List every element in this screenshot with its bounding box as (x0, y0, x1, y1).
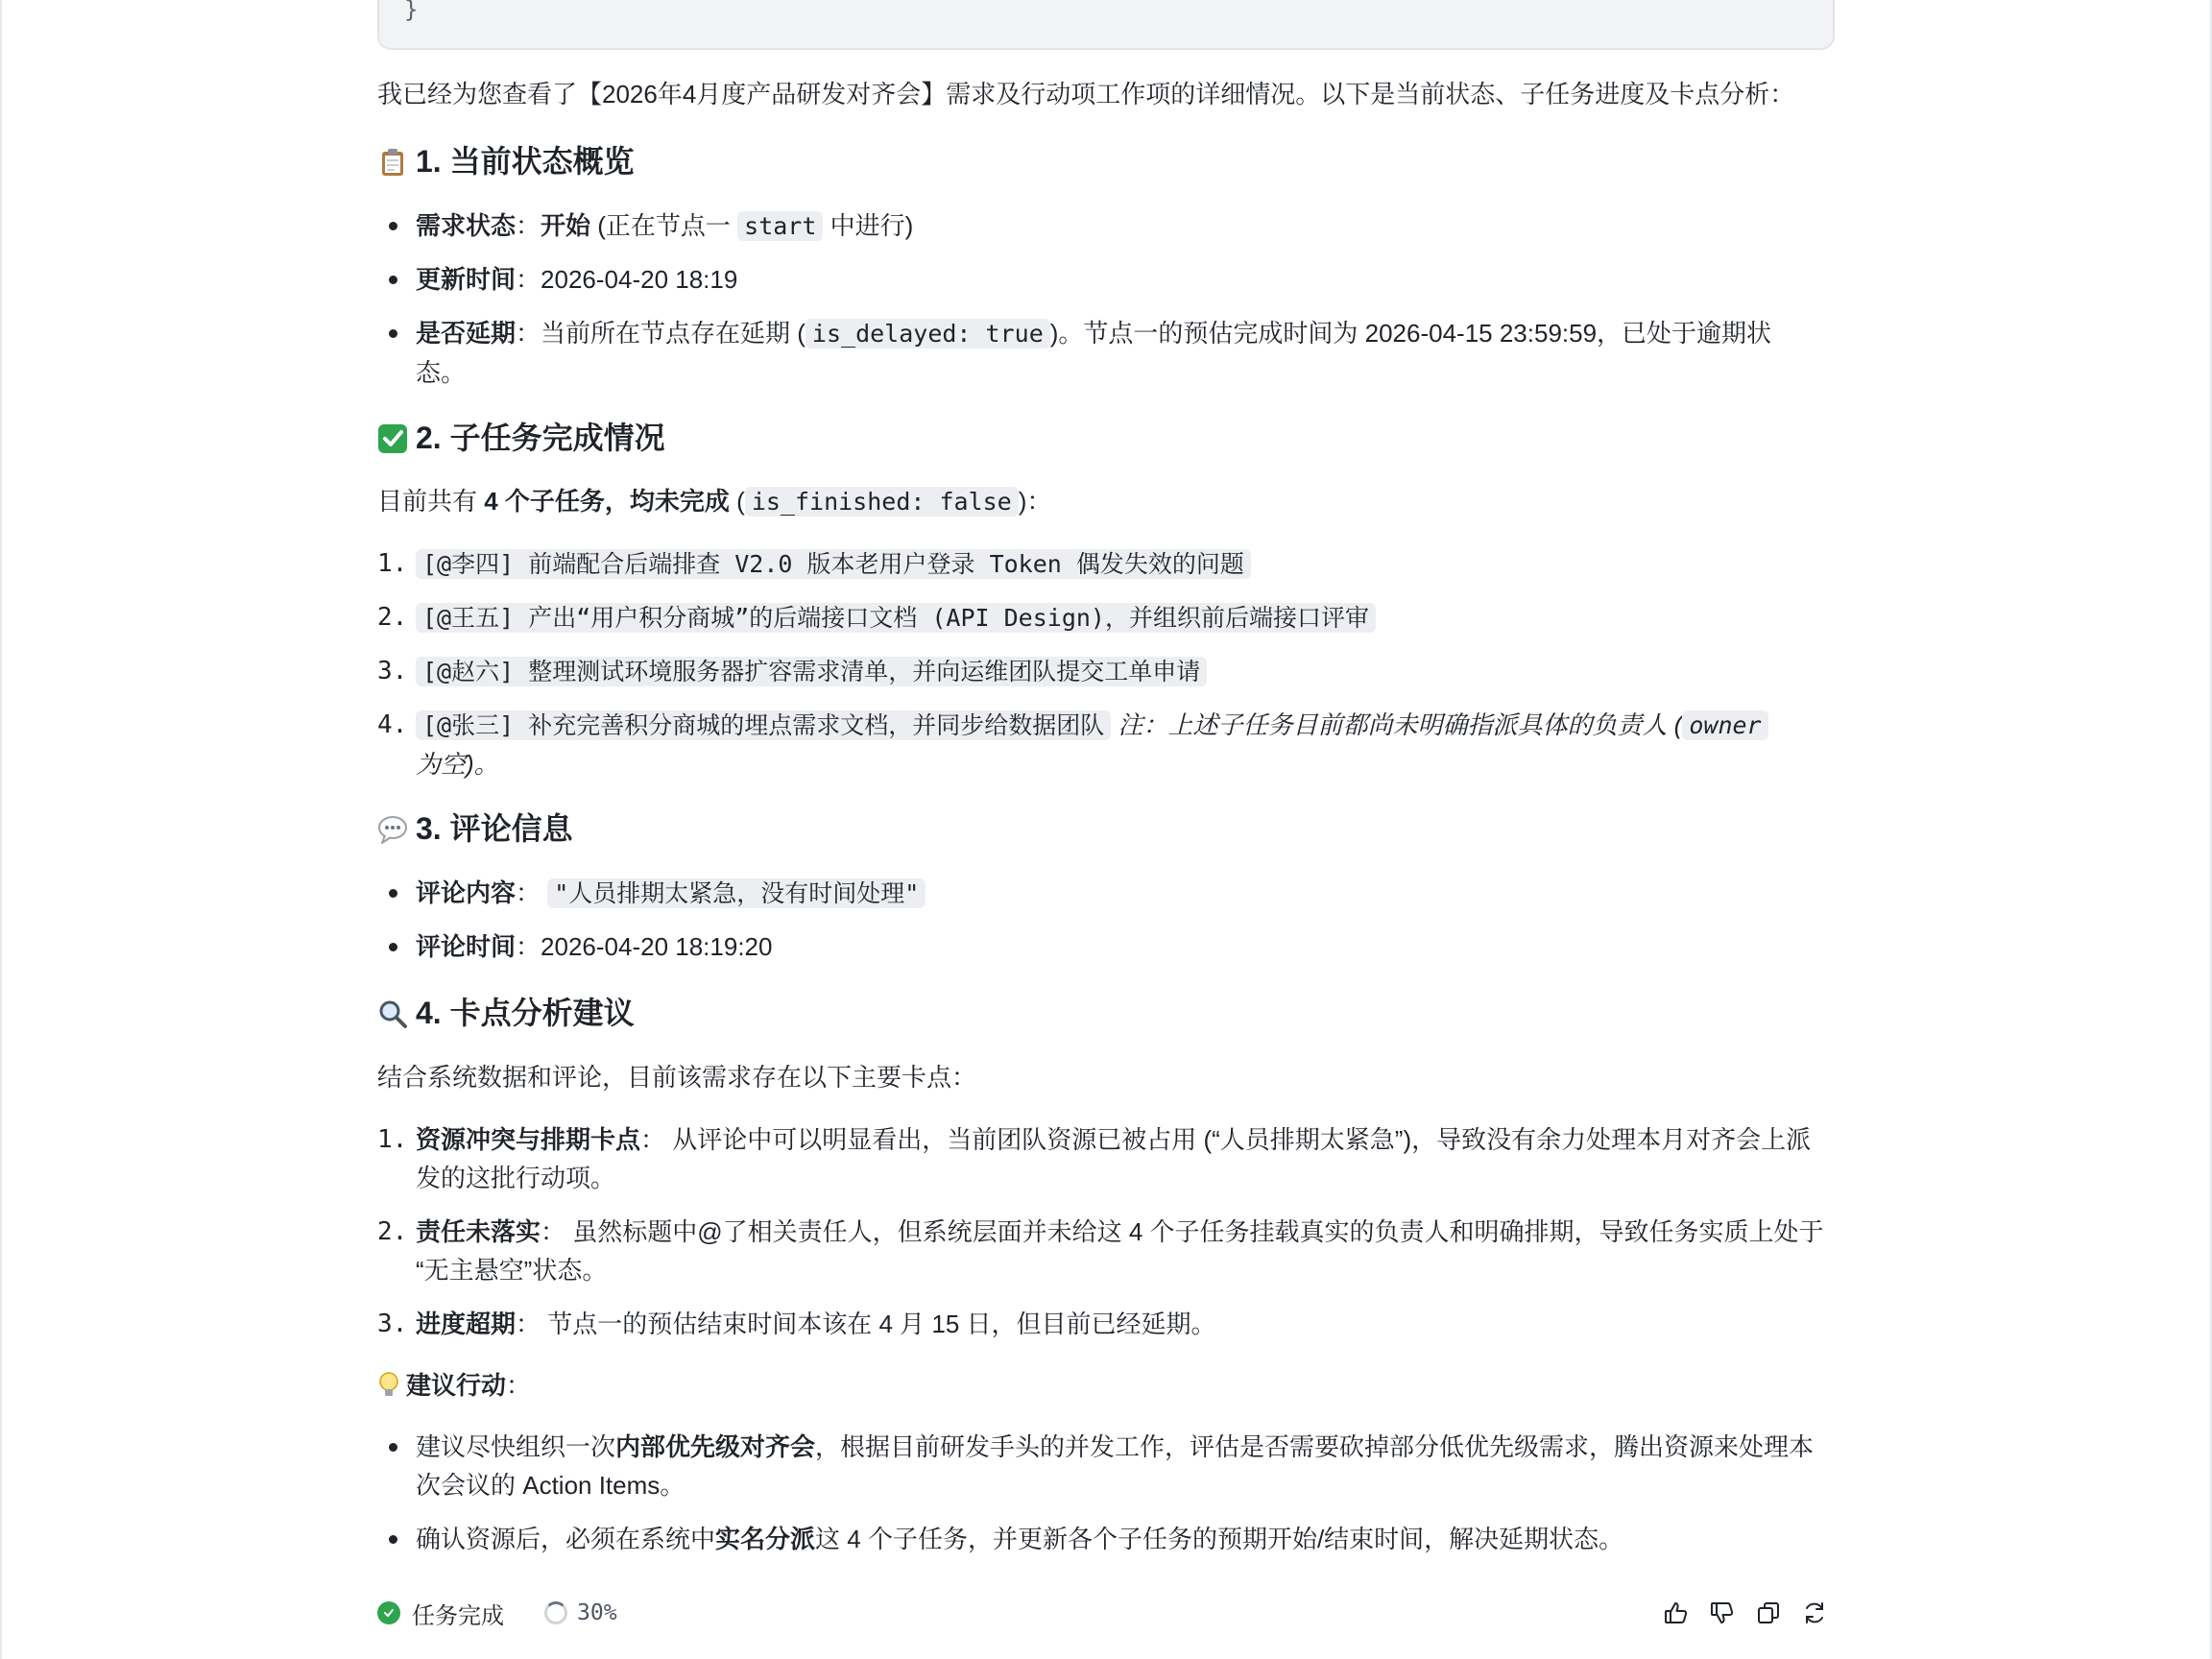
comment-content-label: 评论内容 (416, 878, 517, 907)
blocker-label: 责任未落实 (416, 1217, 541, 1246)
summary-mid: ( (729, 487, 745, 516)
summary-code: is_finished: false (745, 487, 1019, 517)
progress-text: 30% (577, 1600, 617, 1625)
analysis-intro: 结合系统数据和评论，目前该需求存在以下主要卡点： (377, 1063, 977, 1092)
list-number: 3. (377, 657, 408, 685)
speech-bubble-icon (377, 813, 408, 844)
subtask-text: [@赵六] 整理测试环境服务器扩容需求清单，并向运维团队提交工单申请 (416, 657, 1207, 686)
suggest-pre: 建议尽快组织一次 (416, 1432, 616, 1461)
subtask-item (377, 652, 1837, 691)
comment-content-value: "人员排期太紧急，没有时间处理" (547, 878, 926, 908)
thumbs-up-icon[interactable] (1663, 1599, 1690, 1626)
delay-post: )。节点一的预估完成时间为 2026-04-15 23:59:59，已处于逾期状 (1049, 319, 1772, 348)
section-subtasks-heading (377, 417, 665, 459)
blocker-text-2: 发的这批行动项。 (416, 1164, 616, 1192)
suggest-line-2: 次会议的 Action Items。 (416, 1471, 685, 1500)
delay-pre: 当前所在节点存在延期 ( (541, 319, 805, 348)
suggest-post: ，根据目前研发手头的并发工作，评估是否需要砍掉部分低优先级需求，腾出资源来处理本 (815, 1432, 1815, 1461)
bullet (389, 1535, 397, 1544)
blocker-text: 从评论中可以明显看出，当前团队资源已被占用 (“人员排期太紧急”)，导致没有余力处理本月对齐会上派 (665, 1125, 1812, 1154)
magnifier-icon (377, 998, 408, 1028)
status-item: 需求状态：开始 (正在节点一 start 中进行) (416, 206, 1837, 246)
list-number: 3. (377, 1310, 408, 1338)
comment-content-item: 评论内容： "人员排期太紧急，没有时间处理" (416, 874, 1837, 913)
comment-time-label: 评论时间 (416, 932, 517, 961)
note-post: 为空)。 (416, 750, 499, 779)
list-number: 2. (377, 1217, 408, 1246)
list-number: 2. (377, 603, 408, 632)
status-paren-pre: (正在节点一 (590, 211, 738, 240)
task-status-bar (377, 1594, 617, 1632)
suggest-bold: 内部优先级对齐会 (615, 1432, 816, 1461)
delay-code: is_delayed: true (805, 319, 1050, 349)
comment-time-item: 评论时间：2026-04-20 18:19:20 (416, 927, 1837, 966)
delay-label: 是否延期 (416, 319, 517, 348)
update-label: 更新时间 (416, 265, 517, 294)
status-value: 开始 (541, 211, 591, 240)
code-block-tail (377, 0, 1835, 50)
status-paren-post: 中进行) (823, 211, 914, 240)
list-number: 1. (377, 1125, 408, 1154)
check-circle-icon (377, 1601, 400, 1624)
section-subtasks-title: 2. 子任务完成情况 (416, 421, 665, 455)
section-comments-title: 3. 评论信息 (416, 811, 573, 846)
message-actions (1663, 1599, 1828, 1626)
bullet (389, 943, 397, 951)
subtask-text: [@张三] 补充完善积分商城的埋点需求文档，并同步给数据团队 (416, 710, 1111, 740)
delay-post-2: 态。 (416, 358, 467, 387)
suggest-bold: 实名分派 (715, 1525, 816, 1553)
subtasks-summary (377, 482, 1051, 521)
blocker-item: 3. 进度超期： 节点一的预估结束时间本该在 4 月 15 日，但目前已经延期。 (416, 1305, 1837, 1343)
subtask-text: [@王五] 产出“用户积分商城”的后端接口文档 (API Design)，并组织前后端接口评审 (416, 603, 1376, 633)
section-analysis-heading (377, 992, 635, 1034)
copy-icon[interactable] (1755, 1599, 1782, 1626)
suggest-pre: 确认资源后，必须在系统中 (416, 1525, 716, 1553)
task-status-text: 任务完成 (412, 1602, 504, 1629)
blocker-label: 资源冲突与排期卡点 (416, 1125, 641, 1154)
thumbs-down-icon[interactable] (1709, 1599, 1736, 1626)
subtask-item (377, 706, 1837, 783)
progress-spinner-icon (544, 1601, 567, 1624)
blocker-label: 进度超期 (416, 1310, 517, 1338)
subtask-text: [@李四] 前端配合后端排查 V2.0 版本老用户登录 Token 偶发失效的问题 (416, 549, 1251, 579)
section-analysis-title: 4. 卡点分析建议 (416, 996, 635, 1030)
frame-border-left (0, 0, 2, 1659)
delay-item: 是否延期：当前所在节点存在延期 ( is_delayed: true )。节点一的预估完成时间为 2026-04-15 23:59:59，已处于逾期状 态。 (416, 314, 1837, 392)
update-value: 2026-04-20 18:19 (541, 265, 738, 294)
blocker-item: 1. 资源冲突与排期卡点： 从评论中可以明显看出，当前团队资源已被占用 (“人员排期太紧急”)，导致没有余力处理本月对齐会上派 发的这批行动项。 (416, 1120, 1837, 1197)
lightbulb-icon (377, 1371, 400, 1400)
update-time-item: 更新时间：2026-04-20 18:19 (416, 260, 1837, 299)
suggest-item (416, 1428, 1837, 1504)
summary-pre: 目前共有 (377, 487, 485, 516)
blocker-text: 虽然标题中@了相关责任人，但系统层面并未给这 4 个子任务挂载真实的负责人和明确排期，导致任务实质上处于 (565, 1217, 1824, 1246)
subtask-item (377, 544, 1837, 584)
list-number: 1. (377, 549, 408, 578)
section-status-title: 1. 当前状态概览 (416, 144, 635, 179)
blocker-item: 2. 责任未落实： 虽然标题中@了相关责任人，但系统层面并未给这 4 个子任务挂载真实的负责人和明确排期，导致任务实质上处于 “无主悬空”状态。 (416, 1213, 1837, 1289)
note-pre: 注：上述子任务目前都尚未明确指派具体的负责人 ( (1118, 710, 1683, 739)
list-number: 4. (377, 710, 408, 739)
code-closing-brace: } (404, 0, 419, 23)
summary-bold: 4 个子任务，均未完成 (484, 487, 730, 516)
subtask-item (377, 598, 1837, 637)
status-code: start (737, 211, 823, 241)
bullet (389, 329, 397, 338)
blocker-text-2: “无主悬空”状态。 (416, 1256, 608, 1285)
blocker-text: 节点一的预估结束时间本该在 4 月 15 日，但目前已经延期。 (541, 1310, 1216, 1338)
bullet (389, 1443, 397, 1452)
note-code: owner (1682, 710, 1767, 740)
bullet (389, 889, 397, 898)
suggest-heading: 建议行动 ： (377, 1366, 531, 1405)
refresh-icon[interactable] (1801, 1599, 1828, 1626)
bullet (389, 276, 397, 284)
suggest-title: 建议行动 (406, 1371, 507, 1400)
status-label: 需求状态 (416, 211, 517, 240)
bullet (389, 222, 397, 230)
intro-text: 我已经为您查看了【2026年4月度产品研发对齐会】需求及行动项工作项的详细情况。以下是当前状态、子任务进度及卡点分析： (377, 80, 1795, 108)
clipboard-icon (377, 146, 408, 177)
suggest-item (416, 1520, 1837, 1558)
comment-time-value: 2026-04-20 18:19:20 (541, 932, 773, 961)
section-status-heading (377, 140, 635, 182)
section-comments-heading (377, 807, 573, 850)
check-mark-icon (377, 422, 408, 453)
summary-post: )： (1018, 487, 1052, 516)
suggest-post: 这 4 个子任务，并更新各个子任务的预期开始/结束时间，解决延期状态。 (815, 1525, 1624, 1553)
